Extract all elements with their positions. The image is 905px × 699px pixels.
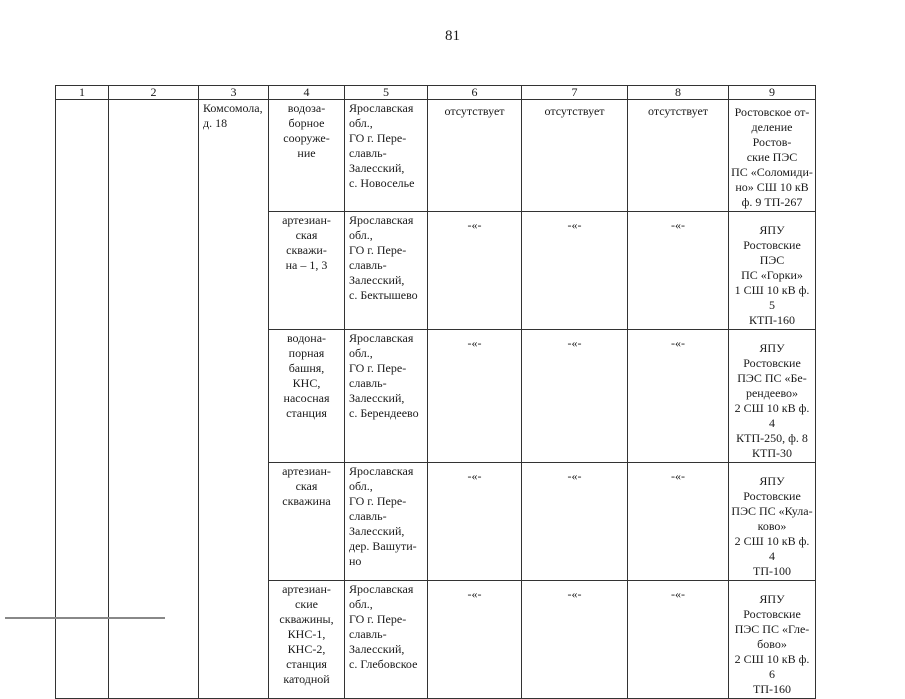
- name-cell: [109, 100, 199, 699]
- facility-cell: [269, 463, 345, 581]
- header-col-9: 9: [729, 86, 816, 100]
- header-col-5: 5: [345, 86, 428, 100]
- scan-artifact-line: [5, 617, 165, 619]
- ditto-cell-8: -«-: [628, 581, 729, 699]
- power-source-text: ЯПУ Ростовские ПЭС ПС «Горки» 1 СШ 10 кВ ф. 5 КТП-160: [734, 223, 810, 327]
- header-col-4: 4: [269, 86, 345, 100]
- location-text: Ярославская обл., ГО г. Пере- славль- Залесский, с. Берендеево: [349, 331, 419, 420]
- location-text: Ярославская обл., ГО г. Пере- славль- Залесский, с. Новоселье: [349, 101, 415, 190]
- facility-text: артезиан- ские скважины, КНС-1, КНС-2, станция катодной: [279, 582, 334, 686]
- location-cell: [345, 100, 428, 212]
- ditto-cell-8: -«-: [628, 212, 729, 330]
- header-row: [56, 86, 816, 100]
- address-text: Комсомола, д. 18: [203, 101, 263, 130]
- facility-text: водоза- борное сооруже- ние: [283, 101, 330, 160]
- power-source-text: ЯПУ Ростовские ПЭС ПС «Бе- рендеево» 2 СШ 10 кВ ф. 4 КТП-250, ф. 8 КТП-30: [734, 341, 810, 460]
- header-col-2: 2: [109, 86, 199, 100]
- power-source-cell: [729, 330, 816, 463]
- power-source-text: ЯПУ Ростовские ПЭС ПС «Гле- бово» 2 СШ 10 кВ ф. 6 ТП-160: [734, 592, 810, 696]
- status-cell-6: отсутствует: [428, 100, 522, 212]
- facility-text: артезиан- ская скважи- на – 1, 3: [282, 213, 331, 272]
- address-cell: [199, 100, 269, 699]
- facility-cell: [269, 330, 345, 463]
- status-cell-7: отсутствует: [522, 100, 628, 212]
- row-number-cell: [56, 100, 109, 699]
- ditto-cell-6: -«-: [428, 212, 522, 330]
- header-col-3: 3: [199, 86, 269, 100]
- ditto-cell-7: -«-: [522, 463, 628, 581]
- facility-cell: [269, 100, 345, 212]
- power-source-cell: [729, 212, 816, 330]
- ditto-cell-7: -«-: [522, 212, 628, 330]
- ditto-cell-7: -«-: [522, 330, 628, 463]
- facility-text: водона- порная башня, КНС, насосная станция: [283, 331, 330, 420]
- ditto-cell-8: -«-: [628, 330, 729, 463]
- ditto-cell-6: -«-: [428, 581, 522, 699]
- power-source-text: Ростовское от- деление Ростов- ские ПЭС ПС «Соломиди- но» СШ 10 кВ ф. 9 ТП-267: [731, 105, 813, 209]
- ditto-cell-6: -«-: [428, 463, 522, 581]
- power-source-cell: [729, 100, 816, 212]
- table-row: [56, 100, 816, 212]
- page-number: 81: [445, 28, 460, 44]
- location-cell: [345, 463, 428, 581]
- header-col-8: 8: [628, 86, 729, 100]
- header-col-6: 6: [428, 86, 522, 100]
- header-col-1: 1: [56, 86, 109, 100]
- header-col-7: 7: [522, 86, 628, 100]
- power-source-text: ЯПУ Ростовские ПЭС ПС «Кула- ково» 2 СШ 10 кВ ф. 4 ТП-100: [731, 474, 813, 578]
- ditto-cell-8: -«-: [628, 463, 729, 581]
- power-source-cell: [729, 463, 816, 581]
- status-cell-8: отсутствует: [628, 100, 729, 212]
- location-cell: [345, 212, 428, 330]
- facility-cell: [269, 212, 345, 330]
- facility-text: артезиан- ская скважина: [282, 464, 331, 508]
- location-cell: [345, 330, 428, 463]
- ditto-cell-7: -«-: [522, 581, 628, 699]
- ditto-cell-6: -«-: [428, 330, 522, 463]
- location-text: Ярославская обл., ГО г. Пере- славль- Залесский, дер. Вашути- но: [349, 464, 417, 568]
- location-text: Ярославская обл., ГО г. Пере- славль- Залесский, с. Глебовское: [349, 582, 418, 671]
- location-text: Ярославская обл., ГО г. Пере- славль- Залесский, с. Бектышево: [349, 213, 418, 302]
- infrastructure-table: [55, 85, 816, 699]
